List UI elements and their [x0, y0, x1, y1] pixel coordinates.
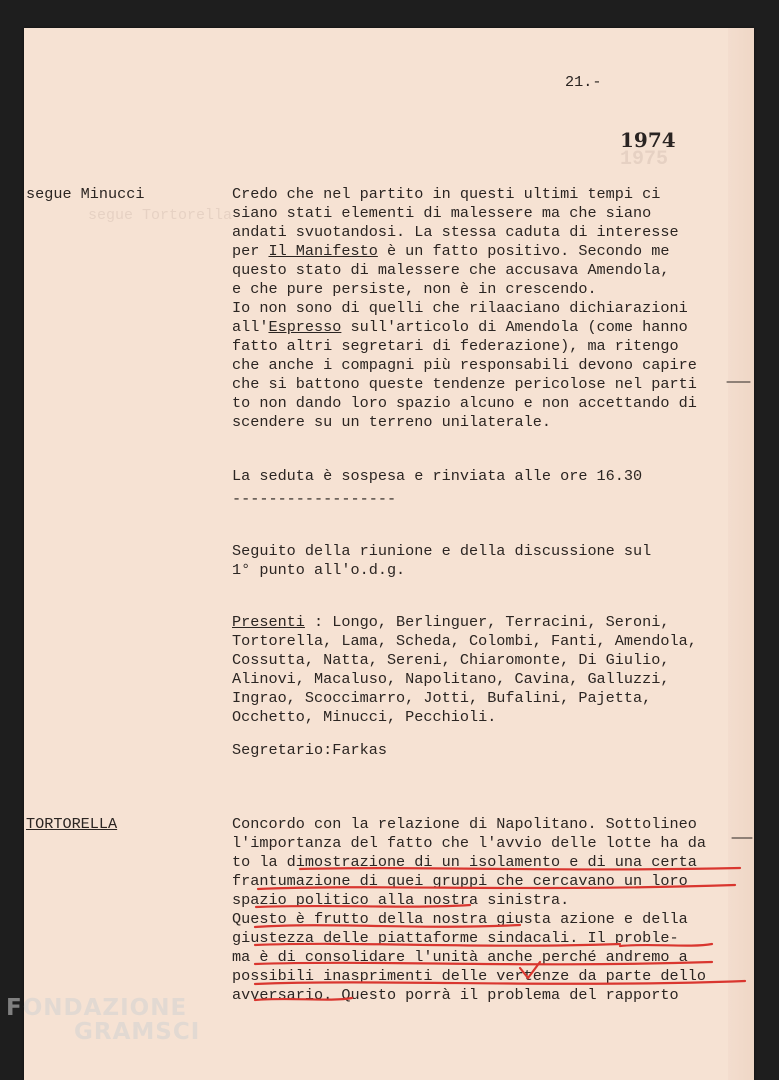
attendees-label: Presenti: [232, 613, 305, 631]
text-line: andati svuotandosi. La stessa caduta di interesse: [232, 223, 679, 241]
show-through-year: 1975: [620, 148, 669, 171]
text-line: Questo è frutto della nostra giusta azione e della: [232, 910, 688, 928]
session-continued: 1° punto all'o.d.g.: [232, 561, 406, 579]
text-line: avversario. Questo porrà il problema del rapporto: [232, 986, 679, 1004]
document-year: 1974: [620, 128, 676, 152]
text-fragment: sull'articolo di Amendola (come hanno: [341, 318, 688, 336]
text-fragment: all': [232, 318, 269, 336]
session-continued: Seguito della riunione e della discussione sul: [232, 542, 652, 560]
attendees-line: Alinovi, Macaluso, Napolitano, Cavina, Galluzzi,: [232, 670, 670, 688]
red-underline: [255, 981, 745, 984]
speaker-label-tortorella: TORTORELLA: [26, 815, 118, 833]
attendees-line: Cossutta, Natta, Sereni, Chiaromonte, Di Giulio,: [232, 651, 670, 669]
text-line: frantumazione di quei gruppi che cercavano un loro: [232, 872, 688, 890]
text-line: fatto altri segretari di federazione), ma ritengo: [232, 337, 679, 355]
text-fragment: per: [232, 242, 269, 260]
attendees-line: Occhetto, Minucci, Pecchioli.: [232, 708, 497, 726]
page-number: 21.-: [565, 73, 602, 91]
red-underline: [258, 885, 735, 889]
speaker-label-minucci: segue Minucci: [26, 185, 145, 203]
publication-title: Espresso: [268, 318, 342, 336]
red-underline: [255, 962, 712, 964]
archive-watermark: [6, 996, 200, 1044]
publication-title: Il Manifesto: [268, 242, 378, 260]
text-line: possibili inasprimenti delle vertenze da parte dello: [232, 967, 706, 985]
text-line: scendere su un terreno unilaterale.: [232, 413, 551, 431]
separator-line: ------------------: [232, 490, 397, 508]
attendees-line: Ingrao, Scoccimarro, Jotti, Bufalini, Pajetta,: [232, 689, 652, 707]
text-line: Io non sono di quelli che rilaaciano dichiarazioni: [232, 299, 688, 317]
red-underline: [256, 905, 470, 907]
text-line: e che pure persiste, non è in crescendo.: [232, 280, 597, 298]
text-line: l'importanza del fatto che l'avvio delle lotte ha da: [232, 834, 706, 852]
red-underline: [255, 925, 520, 927]
watermark-line: GRAMSCI: [74, 1019, 201, 1045]
red-underline: [255, 944, 620, 946]
text-line: giustezza delle piattaforme sindacali. Il proble-: [232, 929, 679, 947]
text-line: siano stati elementi di malessere ma che siano: [232, 204, 652, 222]
secretary-line: Segretario:Farkas: [232, 741, 387, 759]
text-line: to non dando loro spazio alcuno e non accettando di: [232, 394, 697, 412]
text-line: Concordo con la relazione di Napolitano. Sottolineo: [232, 815, 697, 833]
watermark-line: FONDAZIONE: [6, 995, 188, 1021]
show-through-label: segue Tortorella: [88, 207, 233, 224]
red-underline: [255, 998, 352, 1000]
text-line: ma è di consolidare l'unità anche perché andremo a: [232, 948, 688, 966]
text-fragment: è un fatto positivo. Secondo me: [377, 242, 670, 260]
text-line: questo stato di malessere che accusava Amendola,: [232, 261, 670, 279]
session-suspended: La seduta è sospesa e rinviata alle ore 16.30: [232, 467, 643, 485]
text-line: Credo che nel partito in questi ultimi tempi ci: [232, 185, 661, 203]
text-line: che anche i compagni più responsabili devono capire: [232, 356, 697, 374]
red-underline: [620, 944, 712, 946]
red-underline: [300, 868, 740, 869]
text-line: to la dimostrazione di un isolamento e di una certa: [232, 853, 697, 871]
text-line: che si battono queste tendenze pericolose nel parti: [232, 375, 697, 393]
text-line: spazio politico alla nostra sinistra.: [232, 891, 570, 909]
attendees-names: : Longo, Berlinguer, Terracini, Seroni,: [304, 613, 670, 631]
attendees-line: Tortorella, Lama, Scheda, Colombi, Fanti, Amendola,: [232, 632, 697, 650]
